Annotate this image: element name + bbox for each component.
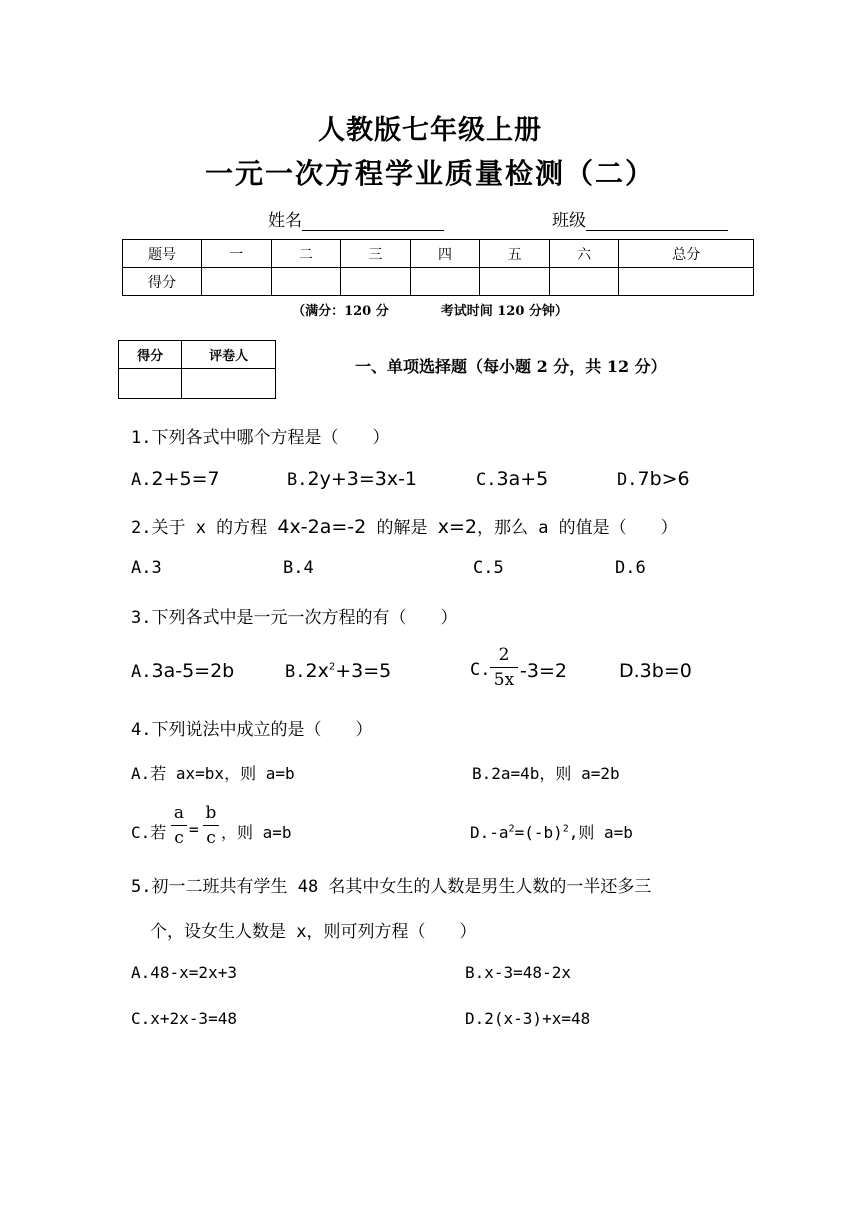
stem-equation: 4x-2a=-2 [277,516,367,538]
grader-score-label: 得分 [119,341,182,369]
score-table-cell: 六 [549,240,619,268]
option-letter: D. [617,470,638,490]
score-input-cell[interactable] [410,268,480,296]
question-4-fraction-a-over-c [171,803,187,848]
option-value: 3a-5=2b [151,660,235,682]
question-3-option-c-fraction [490,645,518,690]
class-label: 班级 [552,211,586,231]
score-input-cell[interactable] [480,268,550,296]
question-5-option-b[interactable]: B.x-3=48-2x [465,963,571,982]
question-4-option-c-prefix[interactable]: C.若 [131,823,167,842]
score-table-cell: 题号 [123,240,202,268]
full-score-text: （满分：120 分 [292,304,389,319]
question-5-stem-line2: 个，设女生人数是 x，则可列方程（ ） [150,922,477,942]
option-value: 2+5=7 [151,468,220,490]
question-2-stem [131,513,678,538]
option-letter: A. [131,470,152,490]
score-table-cell: 总分 [619,240,754,268]
option-value: +3=5 [335,660,392,682]
question-3-option-c-letter[interactable]: C. [470,660,491,680]
fraction-denominator: c [174,828,184,848]
score-table-score-row [123,268,754,296]
question-5-option-c[interactable]: C.x+2x-3=48 [131,1009,237,1028]
stem-text: ，那么 a 的值是（ ） [476,518,678,538]
question-5-option-d[interactable]: D.2(x-3)+x=48 [465,1009,591,1028]
score-table-cell: 一 [202,240,272,268]
question-3-option-b[interactable] [285,660,391,682]
question-4-option-a[interactable]: A.若 ax=bx，则 a=b [131,764,295,783]
option-value: ,则 a=b [568,823,633,842]
option-letter: C. [476,470,497,490]
score-input-cell[interactable] [619,268,754,296]
exam-info [0,300,860,319]
question-2-option-d[interactable]: D.6 [615,558,646,578]
question-1-option-b[interactable] [287,468,417,490]
exponent: 2 [562,823,569,835]
exam-time-text: 考试时间 120 分钟） [440,304,568,319]
option-letter: B. [285,662,306,682]
score-table-cell: 五 [480,240,550,268]
class-field [552,206,728,231]
score-table [122,239,754,296]
option-letter: B. [287,470,308,490]
option-value: -3=2 [520,660,567,682]
option-value: 2y+3=3x-1 [307,468,418,490]
option-value: D.-a [470,823,509,842]
question-1-option-d[interactable] [617,468,690,490]
question-3-option-c-value [520,660,567,682]
question-4-option-b[interactable]: B.2a=4b，则 a=2b [472,764,620,783]
fraction-numerator: a [173,803,185,823]
grader-name-cell[interactable] [182,369,276,399]
question-4-option-c-suffix: ，则 a=b [221,823,292,842]
score-input-cell[interactable] [549,268,619,296]
question-4-fraction-b-over-c [203,803,219,848]
page-title: 人教版七年级上册 [318,115,542,146]
score-table-cell: 三 [341,240,411,268]
question-5-stem-line1: 5.初一二班共有学生 48 名其中女生的人数是男生人数的一半还多三 [131,877,652,897]
exponent: 2 [508,823,515,835]
option-value: =(-b) [514,823,563,842]
question-2-option-c[interactable]: C.5 [473,558,504,578]
score-input-cell[interactable] [202,268,272,296]
grader-score-cell[interactable] [119,369,182,399]
option-value: 7b>6 [637,468,690,490]
name-label: 姓名 [268,211,302,231]
score-input-cell[interactable] [341,268,411,296]
stem-text: 的解是 [366,518,438,538]
fraction-denominator: c [206,828,216,848]
question-3-stem: 3.下列各式中是一元一次方程的有（ ） [131,608,458,628]
section-heading: 一、单项选择题（每小题 2 分，共 12 分） [355,357,667,376]
stem-text: 2.关于 x 的方程 [131,518,278,538]
grader-name-label: 评卷人 [182,341,276,369]
question-5-option-a[interactable]: A.48-x=2x+3 [131,963,237,982]
fraction-denominator: 5x [493,670,515,690]
question-3-option-a[interactable] [131,660,234,682]
question-1-option-a[interactable] [131,468,220,490]
question-1-stem: 1.下列各式中哪个方程是（ ） [131,428,390,448]
question-4-option-c-equals: = [189,820,199,839]
question-2-option-a[interactable]: A.3 [131,558,162,578]
fraction-numerator: 2 [498,645,510,665]
score-row-label: 得分 [123,268,202,296]
page-subtitle: 一元一次方程学业质量检测（二） [204,157,655,190]
score-table-header-row [123,240,754,268]
question-3-option-d[interactable]: D.3b=0 [619,660,692,682]
class-blank[interactable] [586,210,728,231]
option-letter: A. [131,662,152,682]
name-blank[interactable] [302,210,444,231]
question-2-option-b[interactable]: B.4 [283,558,314,578]
score-table-cell: 四 [410,240,480,268]
score-table-cell: 二 [271,240,341,268]
exponent: 2 [328,661,336,673]
question-4-stem: 4.下列说法中成立的是（ ） [131,720,373,740]
question-4-option-d[interactable] [470,820,633,843]
option-value: 3a+5 [496,468,549,490]
name-field [268,206,444,231]
fraction-numerator: b [205,803,217,823]
grader-box [118,340,276,399]
stem-equation: x=2 [437,516,477,538]
score-input-cell[interactable] [271,268,341,296]
option-value: 2x [305,660,329,682]
question-1-option-c[interactable] [476,468,548,490]
